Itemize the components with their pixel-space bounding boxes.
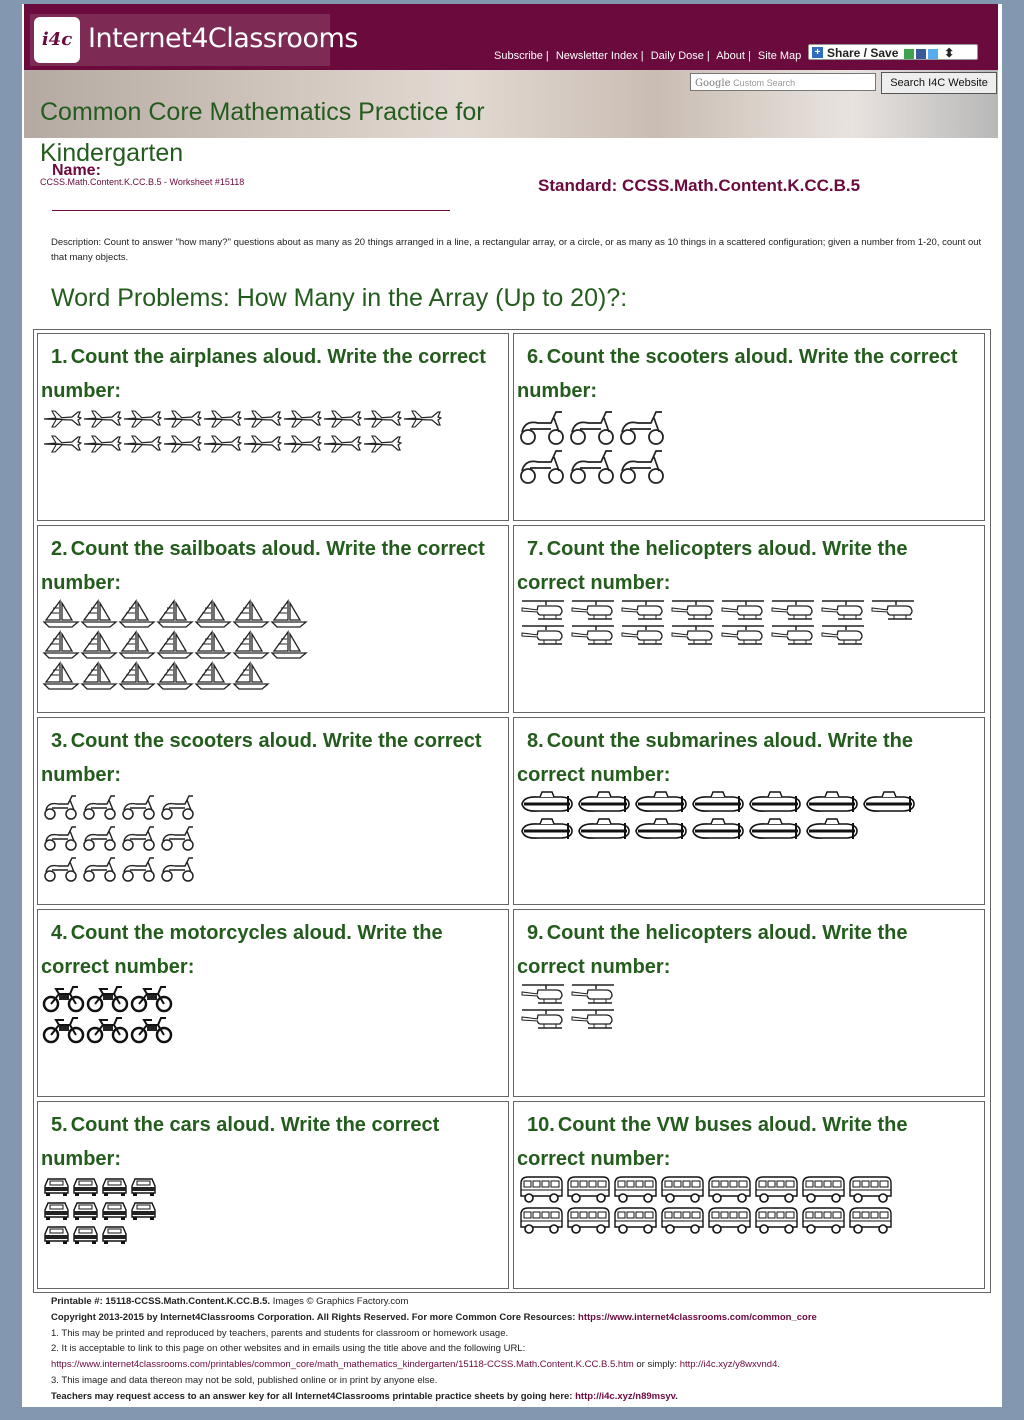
car-icon	[129, 1174, 158, 1198]
description: Description: Count to answer "how many?" questions about as many as 20 things arranged in a line, a rectangular array, or a circle, or as many as 10 things in a scattered configuration; given a number from 1-20, count out that many objects.	[51, 237, 982, 263]
printable-number: Printable #: 15118-CCSS.Math.Content.K.CC.B.5.	[51, 1296, 271, 1307]
standard-label: Standard: CCSS.Math.Content.K.CC.B.5	[538, 176, 861, 195]
question-10	[513, 1101, 985, 1289]
vw-bus-icon	[659, 1174, 706, 1205]
question-text	[41, 724, 501, 792]
questions-grid	[33, 329, 991, 1293]
car-icon	[42, 1222, 71, 1246]
airplane-icon	[282, 431, 322, 456]
submarine-icon	[746, 790, 803, 817]
answer-key-text: Teachers may request access to an answer key for all Internet4Classrooms printable practice sheets by going here:	[51, 1390, 573, 1402]
question-prompt: Count the helicopters aloud. Write the correct number:	[517, 538, 908, 594]
vw-bus-icon	[800, 1205, 847, 1236]
question-text	[517, 916, 977, 984]
vw-bus-icon	[706, 1174, 753, 1205]
question-number: 8.	[527, 730, 544, 752]
sailboat-icon	[42, 629, 80, 660]
scooter-large-icon	[518, 406, 568, 445]
nav-subscribe[interactable]: Subscribe	[494, 50, 543, 62]
airplane-icon	[322, 431, 362, 456]
question-prompt: Count the motorcycles aloud. Write the correct number:	[41, 922, 443, 978]
question-6	[513, 333, 985, 521]
nav-about[interactable]: About	[716, 50, 745, 62]
submarine-icon	[689, 790, 746, 817]
question-text	[517, 724, 977, 792]
airplane-icon	[162, 431, 202, 456]
sailboat-icon	[194, 598, 232, 629]
vw-bus-icon	[847, 1174, 894, 1205]
helicopter-icon	[818, 598, 868, 623]
motorcycle-icon	[86, 982, 130, 1013]
page-url-link[interactable]: https://www.internet4classrooms.com/printables/common_core/math_mathematics_kindergarten/15118-CCSS.Math.Content.K.CC.B.5.htm	[51, 1359, 634, 1371]
object-array	[518, 790, 978, 844]
share-label: Share / Save	[827, 46, 899, 60]
sailboat-icon	[80, 660, 118, 691]
airplane-icon	[362, 406, 402, 431]
car-icon	[42, 1198, 71, 1222]
helicopter-icon	[818, 623, 868, 648]
submarine-icon	[518, 817, 575, 844]
helicopter-icon	[668, 598, 718, 623]
sailboat-icon	[118, 598, 156, 629]
nav-newsletter-index[interactable]: Newsletter Index	[555, 50, 638, 62]
sailboat-icon	[156, 598, 194, 629]
airplane-icon	[242, 406, 282, 431]
motorcycle-icon	[130, 1013, 174, 1044]
question-text	[517, 1108, 977, 1176]
sailboat-icon	[156, 660, 194, 691]
question-prompt: Count the VW buses aloud. Write the correct number:	[517, 1114, 908, 1170]
logo-text: Internet4Classrooms	[88, 23, 358, 54]
question-prompt: Count the helicopters aloud. Write the correct number:	[517, 922, 908, 978]
submarine-icon	[518, 790, 575, 817]
submarine-icon	[803, 817, 860, 844]
object-array	[42, 982, 502, 1044]
helicopter-icon	[768, 598, 818, 623]
sailboat-icon	[42, 660, 80, 691]
sailboat-icon	[270, 598, 308, 629]
object-array	[42, 790, 502, 883]
airplane-icon	[282, 406, 322, 431]
airplane-icon	[202, 406, 242, 431]
object-array	[518, 598, 978, 648]
worksheet-id: CCSS.Math.Content.K.CC.B.5 - Worksheet #15118	[40, 177, 245, 187]
airplane-icon	[42, 431, 82, 456]
search-button[interactable]: Search I4C Website	[881, 72, 997, 94]
sailboat-icon	[80, 629, 118, 660]
vw-bus-icon	[753, 1205, 800, 1236]
share-dropdown-icon: ⬍	[944, 46, 955, 60]
car-icon	[71, 1222, 100, 1246]
sailboat-icon	[270, 629, 308, 660]
question-prompt: Count the scooters aloud. Write the correct number:	[41, 730, 482, 786]
motorcycle-icon	[42, 1013, 86, 1044]
helicopter-icon	[568, 982, 618, 1007]
i4c-logo-icon: i4c	[34, 17, 80, 63]
question-2	[37, 525, 509, 713]
question-prompt: Count the scooters aloud. Write the correct number:	[517, 346, 958, 402]
scooter-large-icon	[518, 445, 568, 484]
search-input[interactable]	[690, 73, 876, 91]
object-array	[518, 982, 978, 1032]
submarine-icon	[803, 790, 860, 817]
scooter-icon	[81, 790, 120, 821]
copyright: Copyright 2013-2015 by Internet4Classrooms Corporation. All Rights Reserved. For more Common Core Resources:	[51, 1311, 576, 1323]
submarine-icon	[689, 817, 746, 844]
helicopter-icon	[718, 598, 768, 623]
or-simply: or simply:	[636, 1359, 678, 1371]
helicopter-icon	[868, 598, 918, 623]
helicopter-icon	[518, 1007, 568, 1032]
scooter-large-icon	[618, 406, 668, 445]
motorcycle-icon	[130, 982, 174, 1013]
twitter-icon	[928, 49, 938, 59]
airplane-icon	[122, 406, 162, 431]
footer-line-1: 1. This may be printed and reproduced by teachers, parents and students for classroom or homework usage.	[51, 1327, 509, 1339]
airplane-icon	[82, 406, 122, 431]
object-array	[42, 1174, 502, 1246]
footer-line-2: 2. It is acceptable to link to this page on other websites and in emails using the title above and the following URL:	[51, 1343, 526, 1355]
question-number: 1.	[51, 346, 68, 368]
object-array	[518, 406, 978, 484]
question-8	[513, 717, 985, 905]
footer-line-3: 3. This image and data thereon may not be sold, published online or in print by anyone else.	[51, 1374, 438, 1386]
short-url-link[interactable]: http://i4c.xyz/y8wxvnd4	[679, 1359, 778, 1371]
vw-bus-icon	[800, 1174, 847, 1205]
car-icon	[100, 1222, 129, 1246]
share-save-button[interactable]	[808, 44, 978, 60]
vw-bus-icon	[565, 1174, 612, 1205]
search-placeholder: Custom Search	[733, 78, 796, 88]
question-number: 7.	[527, 538, 544, 560]
airplane-icon	[122, 431, 162, 456]
helicopter-icon	[668, 623, 718, 648]
object-array	[518, 1174, 978, 1236]
sailboat-icon	[232, 629, 270, 660]
airplane-icon	[322, 406, 362, 431]
scooter-icon	[120, 852, 159, 883]
submarine-icon	[860, 790, 917, 817]
sailboat-icon	[194, 629, 232, 660]
motorcycle-icon	[42, 982, 86, 1013]
question-number: 6.	[527, 346, 544, 368]
share-icon	[904, 49, 914, 59]
car-icon	[100, 1198, 129, 1222]
scooter-large-icon	[568, 406, 618, 445]
question-5	[37, 1101, 509, 1289]
helicopter-icon	[518, 623, 568, 648]
helicopter-icon	[618, 623, 668, 648]
share-plus-icon: +	[812, 47, 823, 58]
top-nav: Subscribe | Newsletter Index | Daily Dose | About | Site Map	[494, 50, 802, 62]
question-text	[41, 340, 501, 408]
object-array	[42, 598, 502, 691]
question-prompt: Count the cars aloud. Write the correct number:	[41, 1114, 440, 1170]
sailboat-icon	[232, 660, 270, 691]
airplane-icon	[202, 431, 242, 456]
airplane-icon	[362, 431, 402, 456]
scooter-icon	[159, 821, 198, 852]
images-credit: Images © Graphics Factory.com	[272, 1296, 409, 1307]
airplane-icon	[162, 406, 202, 431]
question-number: 3.	[51, 730, 68, 752]
name-line	[52, 210, 450, 211]
question-prompt: Count the submarines aloud. Write the correct number:	[517, 730, 914, 786]
vw-bus-icon	[518, 1174, 565, 1205]
sailboat-icon	[118, 629, 156, 660]
helicopter-icon	[568, 1007, 618, 1032]
motorcycle-icon	[86, 1013, 130, 1044]
car-icon	[42, 1174, 71, 1198]
helicopter-icon	[718, 623, 768, 648]
question-text	[41, 532, 501, 600]
common-core-link[interactable]: https://www.internet4classrooms.com/common_core	[578, 1311, 817, 1323]
scooter-icon	[120, 821, 159, 852]
airplane-icon	[82, 431, 122, 456]
top-bar	[24, 4, 998, 70]
submarine-icon	[575, 790, 632, 817]
vw-bus-icon	[847, 1205, 894, 1236]
question-number: 9.	[527, 922, 544, 944]
car-icon	[129, 1198, 158, 1222]
nav-site-map[interactable]: Site Map	[757, 50, 802, 62]
scooter-icon	[81, 852, 120, 883]
car-icon	[71, 1198, 100, 1222]
question-number: 5.	[51, 1114, 68, 1136]
car-icon	[71, 1174, 100, 1198]
nav-daily-dose[interactable]: Daily Dose	[650, 50, 704, 62]
question-text	[41, 1108, 501, 1176]
page	[22, 4, 1002, 1407]
scooter-icon	[42, 852, 81, 883]
airplane-icon	[402, 406, 442, 431]
question-number: 4.	[51, 922, 68, 944]
question-4	[37, 909, 509, 1097]
scooter-icon	[120, 790, 159, 821]
scooter-large-icon	[618, 445, 668, 484]
airplane-icon	[42, 406, 82, 431]
helicopter-icon	[618, 598, 668, 623]
helicopter-icon	[518, 598, 568, 623]
footer: Printable #: 15118-CCSS.Math.Content.K.CC.B.5. Images © Graphics Factory.com Copyright 2013-2015 by Internet4Classrooms Corporation. All Rights Reserved. For more Common Core Resources: https://www.internet4classrooms.com/common_core 1. This may be printed and reproduced by teachers, parents and students for classroom or homework usage. 2. It is acceptable to link to this page on other websites and in emails using the title above and the following URL: https://www.internet4classrooms.com/printables/common_core/math_mathematics_kindergarten/15118-CCSS.Math.Content.K.CC.B.5.htm or simply: http://i4c.xyz/y8wxvnd4. 3. This image and data thereon may not be sold, published online or in print by anyone else. Teachers may request access to an answer key for all Internet4Classrooms printable practice sheets by going here: http://i4c.xyz/n89msyv.	[51, 1294, 991, 1405]
question-1	[37, 333, 509, 521]
answer-key-link[interactable]: http://i4c.xyz/n89msyv	[575, 1390, 676, 1402]
helicopter-icon	[518, 982, 568, 1007]
question-9	[513, 909, 985, 1097]
sailboat-icon	[42, 598, 80, 629]
scooter-icon	[42, 821, 81, 852]
question-3	[37, 717, 509, 905]
vw-bus-icon	[518, 1205, 565, 1236]
question-7	[513, 525, 985, 713]
sailboat-icon	[194, 660, 232, 691]
page-title: Common Core Mathematics Practice for Kindergarten	[40, 98, 485, 167]
helicopter-icon	[568, 623, 618, 648]
vw-bus-icon	[706, 1205, 753, 1236]
question-text	[517, 340, 977, 408]
scooter-large-icon	[568, 445, 618, 484]
scooter-icon	[42, 790, 81, 821]
question-text	[517, 532, 977, 600]
airplane-icon	[242, 431, 282, 456]
site-logo[interactable]	[30, 14, 358, 66]
scooter-icon	[159, 852, 198, 883]
submarine-icon	[746, 817, 803, 844]
sailboat-icon	[232, 598, 270, 629]
helicopter-icon	[568, 598, 618, 623]
helicopter-icon	[768, 623, 818, 648]
section-title: Word Problems: How Many in the Array (Up to 20)?:	[51, 284, 628, 312]
vw-bus-icon	[612, 1174, 659, 1205]
question-number: 10.	[527, 1114, 555, 1136]
vw-bus-icon	[612, 1205, 659, 1236]
car-icon	[100, 1174, 129, 1198]
question-number: 2.	[51, 538, 68, 560]
vw-bus-icon	[659, 1205, 706, 1236]
google-brand: Google	[695, 78, 731, 89]
question-prompt: Count the sailboats aloud. Write the correct number:	[41, 538, 485, 594]
sailboat-icon	[156, 629, 194, 660]
submarine-icon	[632, 790, 689, 817]
question-text	[41, 916, 501, 984]
submarine-icon	[575, 817, 632, 844]
scooter-icon	[81, 821, 120, 852]
object-array	[42, 406, 502, 456]
vw-bus-icon	[565, 1205, 612, 1236]
sailboat-icon	[80, 598, 118, 629]
vw-bus-icon	[753, 1174, 800, 1205]
facebook-icon	[916, 49, 926, 59]
question-prompt: Count the airplanes aloud. Write the correct number:	[41, 346, 486, 402]
name-label: Name:	[52, 162, 101, 179]
scooter-icon	[159, 790, 198, 821]
submarine-icon	[632, 817, 689, 844]
sailboat-icon	[118, 660, 156, 691]
